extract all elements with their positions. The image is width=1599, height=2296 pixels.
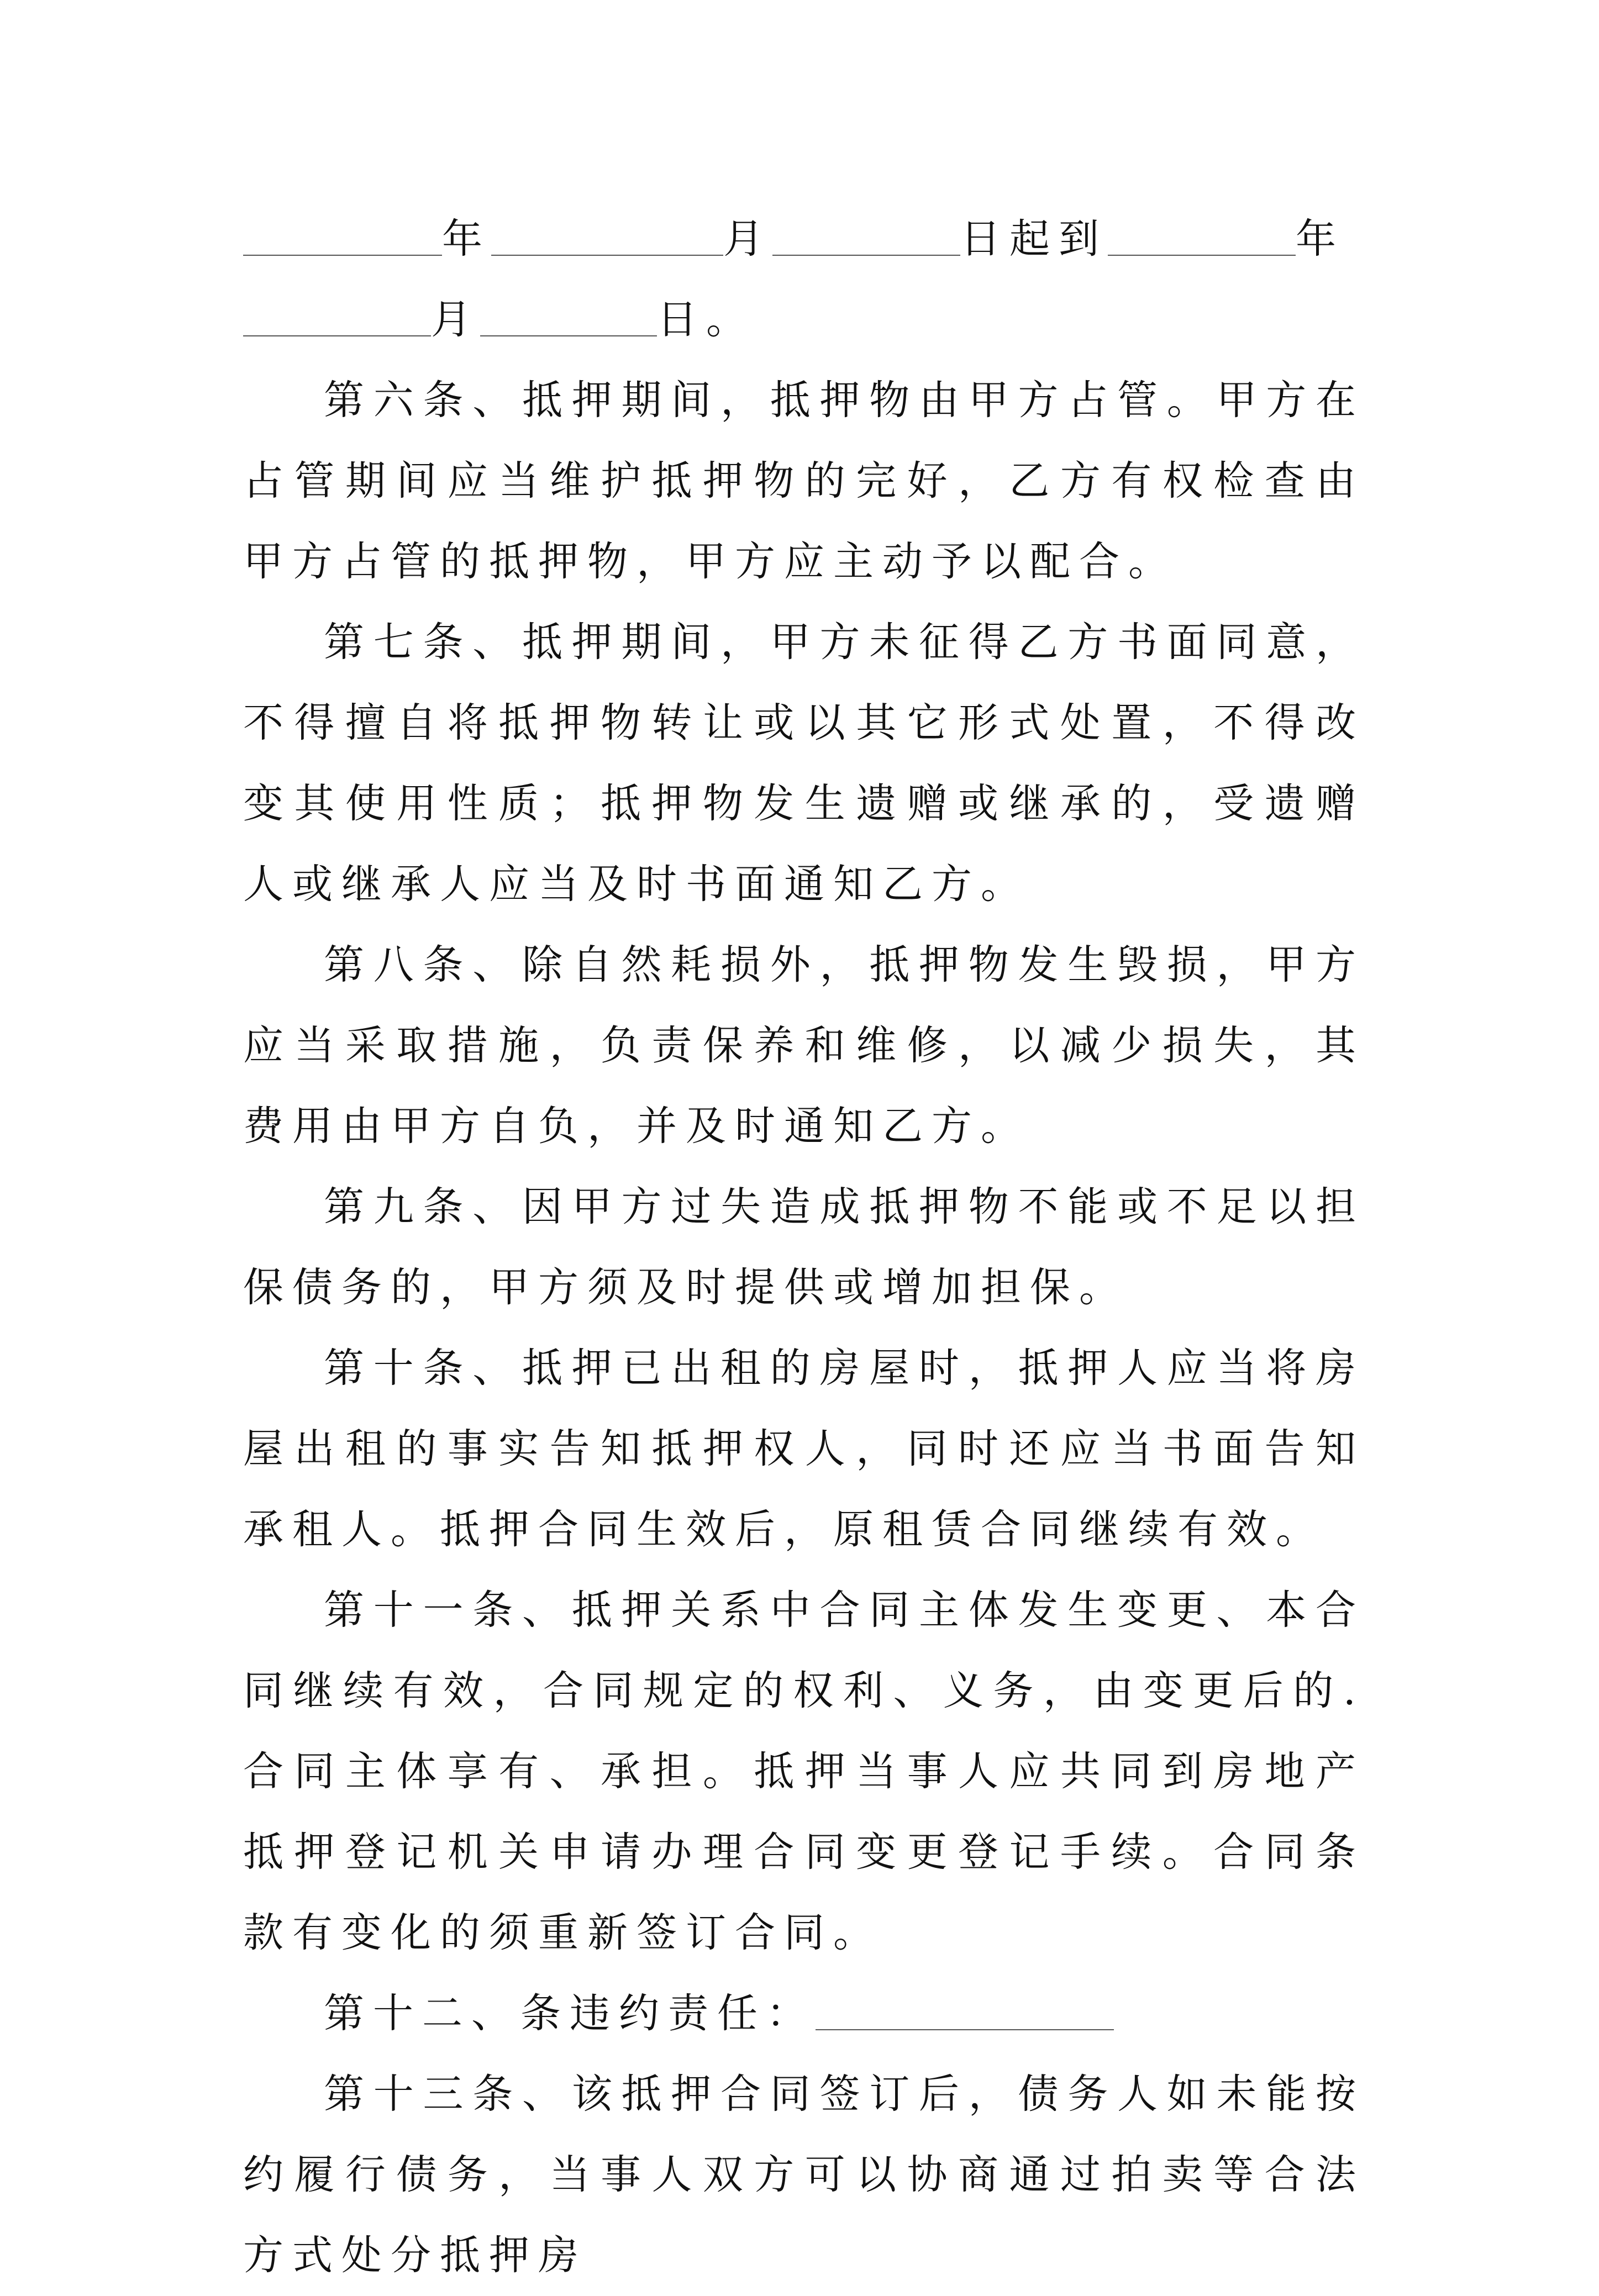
article-8: 第八条、除自然耗损外，抵押物发生毁损，甲方应当采取措施，负责保养和维修，以减少损失，其费用由甲方自负，并及时通知乙方。 <box>243 941 1365 1150</box>
article-12-label: 第十二、条违约责任： <box>324 1990 816 2037</box>
date-range-line <box>243 199 1365 360</box>
day-end-blank[interactable] <box>480 295 657 336</box>
day-start-blank[interactable] <box>772 214 960 256</box>
contract-body <box>243 199 1365 2296</box>
year-end-blank[interactable] <box>1108 214 1296 256</box>
article-6: 第六条、抵押期间，抵押物由甲方占管。甲方在占管期间应当维护抵押物的完好，乙方有权检查由甲方占管的抵押物，甲方应主动予以配合。 <box>243 377 1365 585</box>
year-end-label: 年 <box>1296 215 1345 262</box>
month-end-label: 月 <box>431 296 480 343</box>
year-label: 年 <box>442 215 491 262</box>
day-to-label: 日起到 <box>960 215 1108 262</box>
month-start-blank[interactable] <box>491 214 723 256</box>
article-7: 第七条、抵押期间，甲方未征得乙方书面同意，不得擅自将抵押物转让或以其它形式处置，不得改变其使用性质；抵押物发生遗赠或继承的，受遗赠人或继承人应当及时书面通知乙方。 <box>243 619 1365 908</box>
day-end-label: 日。 <box>657 296 755 343</box>
month-label: 月 <box>723 215 772 262</box>
article-9: 第九条、因甲方过失造成抵押物不能或不足以担保债务的，甲方须及时提供或增加担保。 <box>243 1183 1365 1311</box>
article-13: 第十三条、该抵押合同签订后，债务人如未能按约履行债务，当事人双方可以协商通过拍卖等合法方式处分抵押房 <box>243 2071 1365 2279</box>
article-10: 第十条、抵押已出租的房屋时，抵押人应当将房屋出租的事实告知抵押权人，同时还应当书面告知承租人。抵押合同生效后，原租赁合同继续有效。 <box>243 1345 1365 1553</box>
year-start-blank[interactable] <box>243 214 442 256</box>
article-12 <box>243 1973 1365 2054</box>
article-11: 第十一条、抵押关系中合同主体发生变更、本合同继续有效，合同规定的权利、义务，由变更后的.合同主体享有、承担。抵押当事人应共同到房地产抵押登记机关申请办理合同变更登记手续。合同条款有变化的须重新签订合同。 <box>243 1587 1365 1956</box>
breach-liability-blank[interactable] <box>816 1989 1114 2030</box>
month-end-blank[interactable] <box>243 295 431 336</box>
